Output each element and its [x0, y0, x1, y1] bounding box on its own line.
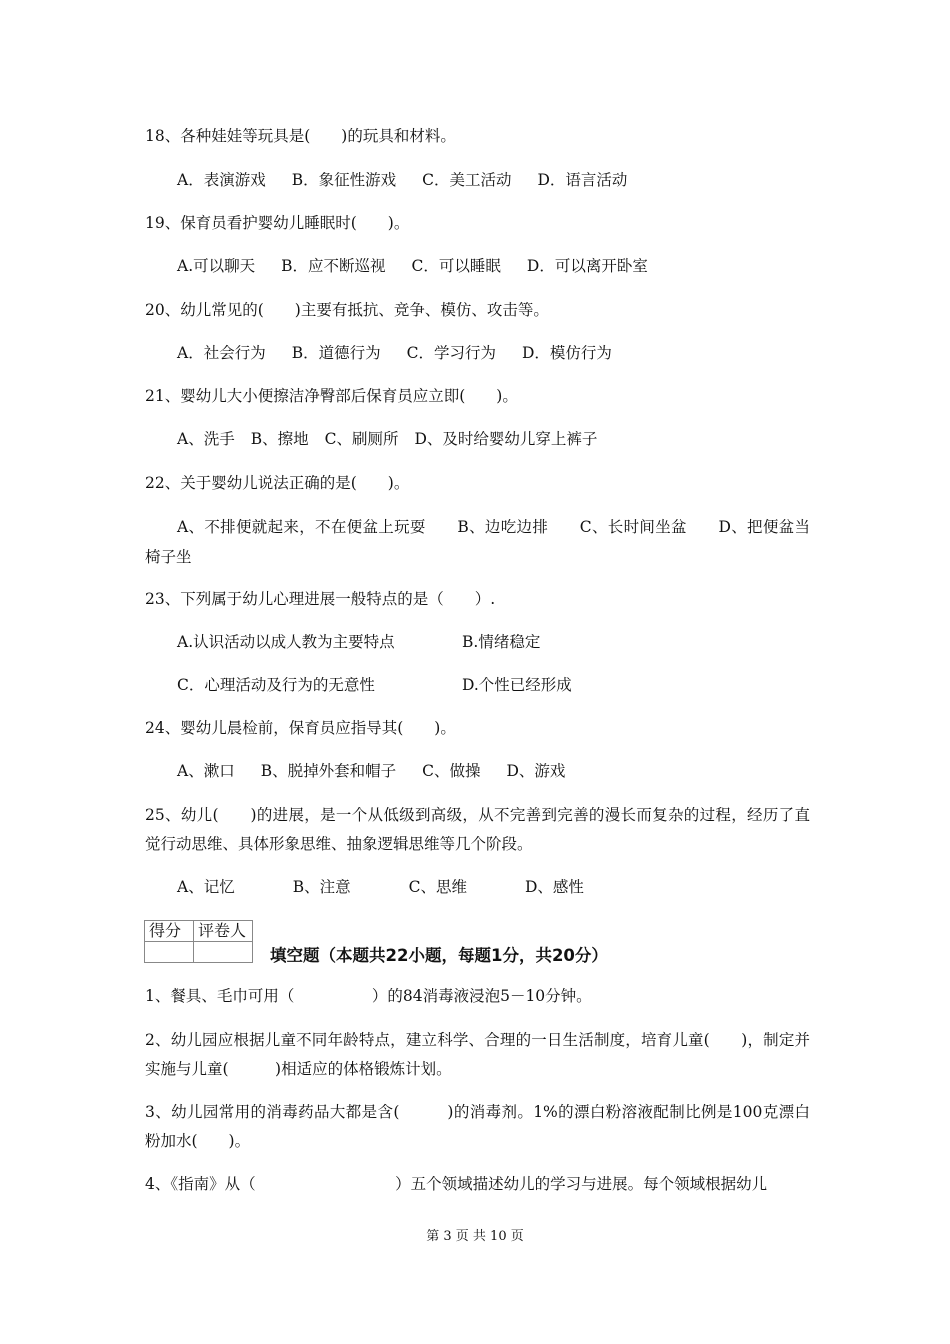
option-d: D、及时给婴幼儿穿上裤子 — [414, 430, 598, 448]
question-25-stem: 25、幼儿( )的进展，是一个从低级到高级，从不完善到完善的漫长而复杂的过程，经历了直觉行动思维、具体形象思维、抽象逻辑思维等几个阶段。 — [145, 806, 810, 853]
option-d: D.个性已经形成 — [462, 676, 572, 694]
score-cell — [145, 942, 194, 963]
score-label: 得分 — [145, 921, 194, 942]
page-footer: 第 3 页 共 10 页 — [426, 1229, 524, 1244]
option-c: C．可以睡眠 — [411, 257, 501, 275]
option-c: C、刷厕所 — [324, 430, 399, 448]
option-a: A、洗手 — [177, 430, 235, 448]
question-24-stem: 24、婴幼儿晨检前，保育员应指导其( )。 — [145, 719, 456, 737]
option-b: B．象征性游戏 — [291, 171, 397, 189]
question-18-options — [177, 166, 810, 195]
question-23-options-row1 — [177, 628, 810, 657]
option-c: C、做操 — [422, 762, 481, 780]
question-21-stem: 21、婴幼儿大小便擦洁净臀部后保育员应立即( )。 — [145, 387, 518, 405]
question-20-options — [177, 339, 810, 368]
option-d: D．可以离开卧室 — [526, 257, 648, 275]
fill-item-1: 1、餐具、毛巾可用（ ）的84消毒液浸泡5－10分钟。 — [145, 987, 592, 1005]
question-19-options — [177, 252, 810, 281]
option-a: A、漱口 — [177, 762, 235, 780]
question-24-options — [177, 757, 810, 786]
grader-cell — [194, 942, 253, 963]
question-25-options — [177, 873, 810, 902]
question-19-stem: 19、保育员看护婴幼儿睡眠时( )。 — [145, 214, 410, 232]
fill-item-2: 2、幼儿园应根据儿童不同年龄特点，建立科学、合理的一日生活制度，培育儿童( )，制定并实施与儿童( )相适应的体格锻炼计划。 — [145, 1031, 810, 1078]
option-b: B、脱掉外套和帽子 — [260, 762, 397, 780]
fill-item-4: 4、《指南》从（ ）五个领域描述幼儿的学习与进展。每个领域根据幼儿 — [145, 1175, 768, 1193]
option-d: D．语言活动 — [537, 171, 628, 189]
option-a: A.认识活动以成人教为主要特点 — [177, 633, 395, 651]
question-20-stem: 20、幼儿常见的( )主要有抵抗、竞争、模仿、攻击等。 — [145, 301, 549, 319]
option-b: B、注意 — [292, 878, 351, 896]
option-c: C．美工活动 — [422, 171, 512, 189]
score-box — [144, 920, 253, 963]
question-22-options: A、不排便就起来，不在便盆上玩耍 B、边吃边排 C、长时间坐盆 D、把便盆当椅子坐 — [145, 518, 810, 566]
option-b: B．应不断巡视 — [281, 257, 386, 275]
question-18-stem: 18、各种娃娃等玩具是( )的玩具和材料。 — [145, 127, 456, 145]
option-d: D、游戏 — [506, 762, 566, 780]
option-b: B.情绪稳定 — [462, 633, 541, 651]
option-a: A.可以聊天 — [177, 257, 256, 275]
option-c: C、思维 — [408, 878, 467, 896]
option-d: D．模仿行为 — [521, 344, 612, 362]
question-22-stem: 22、关于婴幼儿说法正确的是( )。 — [145, 474, 410, 492]
fill-item-3: 3、幼儿园常用的消毒药品大都是含( )的消毒剂。1%的漂白粉溶液配制比例是100克漂白粉加水( )。 — [145, 1103, 810, 1150]
grader-label: 评卷人 — [194, 921, 253, 942]
section-title: 填空题（本题共22小题，每题1分，共20分） — [270, 946, 608, 965]
option-a: A．社会行为 — [177, 344, 266, 362]
option-b: B．道德行为 — [291, 344, 381, 362]
option-d: D、感性 — [524, 878, 584, 896]
option-c: C．学习行为 — [406, 344, 496, 362]
question-23-stem: 23、下列属于幼儿心理进展一般特点的是（ ）. — [145, 590, 496, 608]
question-23-options-row2 — [177, 671, 810, 700]
option-c: C．心理活动及行为的无意性 — [177, 676, 375, 694]
option-a: A．表演游戏 — [177, 171, 266, 189]
option-b: B、擦地 — [250, 430, 309, 448]
option-a: A、记忆 — [177, 878, 235, 896]
question-21-options — [177, 425, 810, 454]
